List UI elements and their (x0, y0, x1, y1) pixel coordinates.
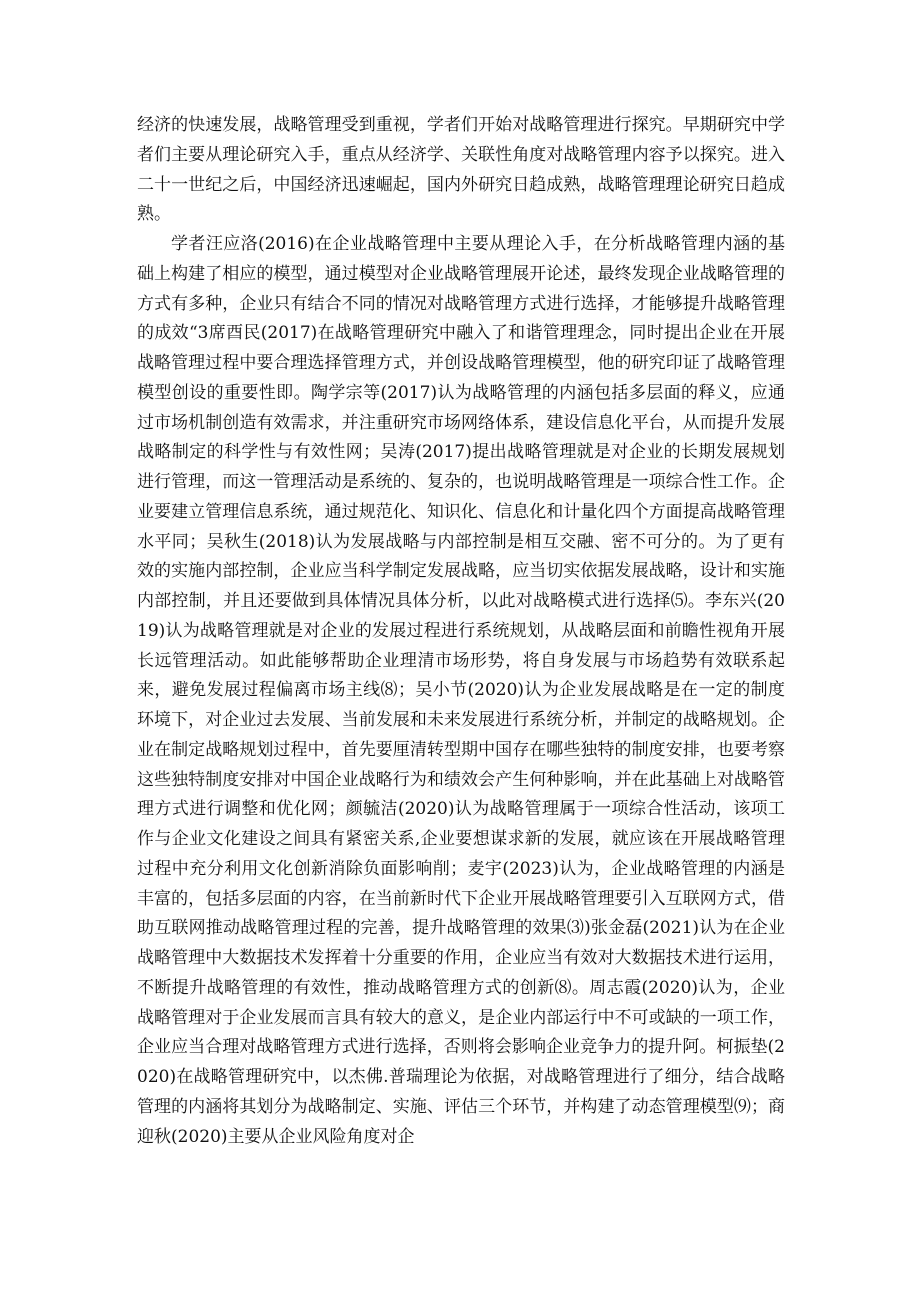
paragraph-2: 学者汪应洛(2016)在企业战略管理中主要从理论入手，在分析战略管理内涵的基础上构建了相应的模型，通过模型对企业战略管理展开论述，最终发现企业战略管理的方式有多种，企业只有结合不同的情况对战略管理方式进行选择，才能够提升战略管理的成效“3席酉民(2017)在战略管理研究中融入了和谐管理理念，同时提出企业在开展战略管理过程中要合理选择管理方式，并创设战略管理模型，他的研究印证了战略管理模型创设的重要性即。陶学宗等(2017)认为战略管理的内涵包括多层面的释义，应通过市场机制创造有效需求，并注重研究市场网络体系，建设信息化平台，从而提升发展战略制定的科学性与有效性网；吴涛(2017)提出战略管理就是对企业的长期发展规划进行管理，而这一管理活动是系统的、复杂的，也说明战略管理是一项综合性工作。企业要建立管理信息系统，通过规范化、知识化、信息化和计量化四个方面提高战略管理水平同；吴秋生(2018)认为发展战略与内部控制是相互交融、密不可分的。为了更有效的实施内部控制，企业应当科学制定发展战略，应当切实依据发展战略，设计和实施内部控制，并且还要做到具体情况具体分析，以此对战略模式进行选择⑸。李东兴(2019)认为战略管理就是对企业的发展过程进行系统规划，从战略层面和前瞻性视角开展长远管理活动。如此能够帮助企业理清市场形势，将自身发展与市场趋势有效联系起来，避免发展过程偏离市场主线⑻；吴小节(2020)认为企业发展战略是在一定的制度环境下，对企业过去发展、当前发展和未来发展进行系统分析，并制定的战略规划。企业在制定战略规划过程中，首先要厘清转型期中国存在哪些独特的制度安排，也要考察这些独特制度安排对中国企业战略行为和绩效会产生何种影响，并在此基础上对战略管理方式进行调整和优化网；颜毓洁(2020)认为战略管理属于一项综合性活动，该项工作与企业文化建设之间具有紧密关系,企业要想谋求新的发展，就应该在开展战略管理过程中充分利用文化创新消除负面影响削；麦宇(2023)认为，企业战略管理的内涵是丰富的，包括多层面的内容，在当前新时代下企业开展战略管理要引入互联网方式，借助互联网推动战略管理过程的完善，提升战略管理的效果⑶)张金磊(2021)认为在企业战略管理中大数据技术发挥着十分重要的作用，企业应当有效对大数据技术进行运用，不断提升战略管理的有效性，推动战略管理方式的创新⑻。周志霞(2020)认为，企业战略管理对于企业发展而言具有较大的意义，是企业内部运行中不可或缺的一项工作，企业应当合理对战略管理方式进行选择，否则将会影响企业竞争力的提升阿。柯振垫(2020)在战略管理研究中，以杰佛.普瑞理论为依据，对战略管理进行了细分，结合战略管理的内涵将其划分为战略制定、实施、评估三个环节，并构建了动态管理模型⑼；商迎秋(2020)主要从企业风险角度对企 (137, 234, 785, 1147)
document-page (137, 111, 785, 1152)
paragraph-1: 经济的快速发展，战略管理受到重视，学者们开始对战略管理进行探究。早期研究中学者们主要从理论研究入手，重点从经济学、关联性角度对战略管理内容予以探究。进入二十一世纪之后，中国经济迅速崛起，国内外研究日趋成熟，战略管理理论研究日趋成熟。 (137, 115, 785, 225)
